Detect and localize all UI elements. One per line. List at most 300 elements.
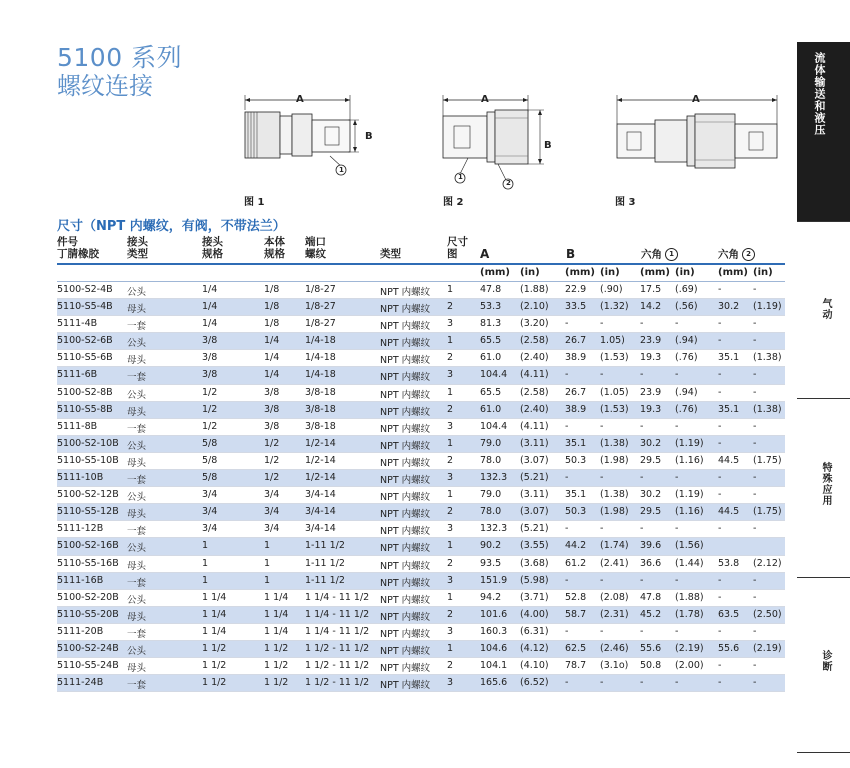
cell-port-thread: 1/2-14 [305, 454, 336, 466]
cell-port-thread: 3/4-14 [305, 506, 336, 518]
cell-a-mm: 78.0 [480, 454, 502, 466]
cell-b-mm: 58.7 [565, 608, 587, 620]
cell-joint-type: 母头 [127, 457, 147, 469]
cell-hex2-mm: - [718, 472, 722, 484]
figure-2-callout-2: 2 [506, 179, 511, 187]
col-header-joint-type-line1: 接头 [127, 236, 148, 248]
cell-a-in: (3.68) [520, 557, 549, 569]
cell-hex2-mm: - [718, 335, 722, 347]
cell-joint-type: 一套 [127, 372, 147, 384]
cell-b-mm: 44.2 [565, 540, 587, 552]
cell-b-mm: 52.8 [565, 591, 587, 603]
cell-hex1-in: (2.19) [675, 642, 704, 654]
cell-a-mm: 93.5 [480, 557, 502, 569]
cell-figure: 2 [447, 352, 454, 364]
cell-joint-type: 母头 [127, 509, 147, 521]
cell-port-thread: 1-11 1/2 [305, 557, 345, 569]
cell-joint-size: 3/4 [202, 506, 218, 518]
cell-b-in: (2.08) [600, 591, 629, 603]
cell-type: NPT 内螺纹 [380, 680, 431, 692]
table-row [57, 658, 785, 675]
cell-figure: 3 [447, 574, 454, 586]
cell-part-no: 5111-10B [57, 472, 104, 484]
cell-body-size: 3/8 [264, 420, 280, 432]
cell-port-thread: 1 1/4 - 11 1/2 [305, 608, 370, 620]
cell-joint-type: 一套 [127, 628, 147, 640]
cell-hex2-in: - [753, 677, 757, 689]
page-title: 5100 系列 [57, 43, 183, 72]
cell-type: NPT 内螺纹 [380, 287, 431, 298]
unit-b-in: (in) [600, 267, 620, 278]
cell-a-in: (2.40) [520, 352, 549, 364]
cell-hex2-in: - [753, 591, 757, 603]
cell-joint-size: 3/8 [202, 335, 218, 347]
cell-part-no: 5100-S2-24B [57, 642, 119, 654]
cell-b-mm: 50.3 [565, 454, 587, 466]
table-row [57, 436, 785, 453]
cell-joint-size: 5/8 [202, 437, 218, 449]
cell-a-mm: 104.4 [480, 369, 508, 381]
cell-a-in: (3.11) [520, 489, 549, 501]
cell-figure: 2 [447, 454, 454, 466]
cell-joint-size: 1 1/2 [202, 677, 227, 689]
cell-port-thread: 3/8-18 [305, 386, 336, 398]
page-subtitle: 螺纹连接 [57, 72, 153, 100]
cell-hex2-mm: 55.6 [718, 642, 740, 654]
cell-port-thread: 1/8-27 [305, 284, 336, 295]
cell-b-mm: 22.9 [565, 284, 587, 295]
cell-b-mm: 38.9 [565, 403, 587, 415]
cell-joint-type: 公头 [127, 440, 147, 452]
cell-type: NPT 内螺纹 [380, 628, 431, 640]
sidebar-item-diagnostics[interactable]: 诊断 [820, 650, 831, 672]
cell-hex1-in: - [675, 574, 679, 586]
table-row [57, 316, 785, 333]
cell-b-in: (1.53) [600, 352, 629, 364]
cell-a-mm: 61.0 [480, 403, 502, 415]
cell-figure: 1 [447, 284, 454, 295]
cell-hex2-mm: - [718, 489, 722, 501]
unit-hex1-mm: (mm) [640, 267, 670, 278]
cell-hex2-mm: - [718, 318, 722, 330]
col-header-joint-size [202, 236, 223, 260]
cell-hex2-in: - [753, 369, 757, 381]
cell-part-no: 5111-20B [57, 625, 104, 637]
cell-joint-size: 1 [202, 540, 209, 552]
cell-port-thread: 3/4-14 [305, 523, 336, 535]
cell-hex2-in: (1.19) [753, 301, 782, 313]
unit-hex1-in: (in) [675, 267, 695, 278]
cell-hex1-mm: - [640, 318, 644, 330]
cell-a-mm: 61.0 [480, 352, 502, 364]
cell-hex1-mm: 23.9 [640, 386, 662, 398]
cell-type: NPT 内螺纹 [380, 594, 431, 606]
sidebar-divider [797, 221, 850, 222]
cell-joint-type: 母头 [127, 560, 147, 572]
cell-figure: 3 [447, 420, 454, 432]
cell-type: NPT 内螺纹 [380, 663, 431, 675]
cell-hex2-mm: - [718, 420, 722, 432]
cell-joint-size: 1 1/2 [202, 660, 227, 672]
figure-2-dim-a: A [481, 94, 489, 105]
cell-hex2-mm: - [718, 437, 722, 449]
cell-a-mm: 104.4 [480, 420, 508, 432]
cell-joint-size: 1 [202, 557, 209, 569]
cell-figure: 3 [447, 677, 454, 689]
cell-joint-size: 5/8 [202, 472, 218, 484]
table-row [57, 504, 785, 521]
col-header-body-size [264, 236, 285, 260]
cell-body-size: 1/4 [264, 369, 280, 381]
cell-part-no: 5110-S5-6B [57, 352, 113, 364]
cell-hex1-mm: - [640, 523, 644, 535]
cell-a-mm: 132.3 [480, 523, 508, 535]
cell-hex1-in: - [675, 625, 679, 637]
cell-b-in: - [600, 677, 604, 689]
cell-b-mm: 35.1 [565, 437, 587, 449]
cell-figure: 1 [447, 540, 454, 552]
cell-body-size: 3/4 [264, 523, 280, 535]
cell-part-no: 5100-S2-20B [57, 591, 119, 603]
cell-body-size: 1 1/4 [264, 591, 289, 603]
figure-1-drawing [235, 90, 380, 185]
cell-b-in: (1.98) [600, 454, 629, 466]
cell-figure: 2 [447, 403, 454, 415]
cell-hex2-in: (2.19) [753, 642, 782, 654]
cell-port-thread: 1-11 1/2 [305, 540, 345, 552]
cell-hex2-in: - [753, 660, 757, 672]
cell-hex2-mm: - [718, 677, 722, 689]
cell-hex1-in: (1.78) [675, 608, 704, 620]
cell-a-mm: 79.0 [480, 489, 502, 501]
cell-b-mm: 35.1 [565, 489, 587, 501]
cell-a-in: (1.88) [520, 284, 549, 295]
cell-b-in: 1.05) [600, 335, 625, 347]
cell-b-mm: - [565, 523, 569, 535]
cell-a-mm: 94.2 [480, 591, 502, 603]
cell-figure: 2 [447, 557, 454, 569]
cell-hex2-in: (1.38) [753, 352, 782, 364]
sidebar-divider [797, 752, 850, 753]
cell-hex2-mm: - [718, 574, 722, 586]
cell-hex1-mm: 23.9 [640, 335, 662, 347]
cell-b-mm: 50.3 [565, 506, 587, 518]
cell-hex2-in: (2.12) [753, 557, 782, 569]
cell-port-thread: 1/4-18 [305, 335, 336, 347]
cell-body-size: 1 1/2 [264, 642, 289, 654]
cell-b-in: (1.38) [600, 489, 629, 501]
col-header-hex1-label: 六角 [641, 248, 662, 261]
cell-port-thread: 1 1/2 - 11 1/2 [305, 660, 370, 672]
cell-joint-type: 一套 [127, 577, 147, 589]
cell-a-in: (2.58) [520, 335, 549, 347]
cell-part-no: 5110-S5-8B [57, 403, 113, 415]
cell-a-mm: 47.8 [480, 284, 502, 295]
cell-b-mm: 33.5 [565, 301, 587, 313]
cell-b-in: (.90) [600, 284, 623, 295]
cell-hex1-mm: - [640, 369, 644, 381]
cell-a-mm: 160.3 [480, 625, 508, 637]
cell-hex1-mm: 36.6 [640, 557, 662, 569]
cell-hex2-mm: 35.1 [718, 352, 740, 364]
figure-1-dim-a: A [296, 94, 304, 105]
cell-b-in: (1.74) [600, 540, 629, 552]
circled-number-icon: 1 [665, 248, 678, 261]
cell-hex1-mm: 39.6 [640, 540, 662, 552]
cell-hex2-in: - [753, 386, 757, 398]
sidebar-active-label: 流体输送和液压 [813, 52, 826, 136]
col-header-body-size-line2: 规格 [264, 248, 285, 260]
cell-part-no: 5111-4B [57, 318, 98, 330]
cell-joint-size: 1/2 [202, 386, 218, 398]
cell-a-mm: 53.3 [480, 301, 502, 313]
cell-joint-type: 母头 [127, 611, 147, 623]
cell-port-thread: 1/2-14 [305, 437, 336, 449]
table-row [57, 470, 785, 487]
cell-b-mm: 38.9 [565, 352, 587, 364]
cell-hex1-mm: 17.5 [640, 284, 662, 295]
cell-hex1-in: - [675, 677, 679, 689]
cell-hex2-mm: 44.5 [718, 454, 740, 466]
cell-a-in: (2.58) [520, 386, 549, 398]
cell-joint-type: 一套 [127, 475, 147, 487]
cell-b-mm: - [565, 318, 569, 330]
cell-type: NPT 内螺纹 [380, 543, 431, 555]
cell-port-thread: 1/2-14 [305, 472, 336, 484]
table-row [57, 385, 785, 402]
cell-joint-size: 5/8 [202, 454, 218, 466]
cell-joint-type: 一套 [127, 321, 147, 333]
cell-joint-type: 母头 [127, 406, 147, 418]
cell-port-thread: 1/8-27 [305, 301, 336, 313]
cell-a-in: (3.07) [520, 454, 549, 466]
cell-joint-size: 1 1/4 [202, 591, 227, 603]
table-row [57, 282, 785, 299]
table-row [57, 556, 785, 573]
cell-body-size: 3/4 [264, 506, 280, 518]
cell-b-mm: - [565, 677, 569, 689]
cell-body-size: 1 1/2 [264, 660, 289, 672]
cell-port-thread: 1/4-18 [305, 352, 336, 364]
cell-figure: 1 [447, 489, 454, 501]
cell-type: NPT 内螺纹 [380, 560, 431, 572]
cell-joint-type: 一套 [127, 680, 147, 692]
cell-b-mm: 78.7 [565, 660, 587, 672]
cell-hex1-in: - [675, 420, 679, 432]
cell-part-no: 5100-S2-12B [57, 489, 119, 501]
cell-b-in: (1.38) [600, 437, 629, 449]
cell-b-in: - [600, 420, 604, 432]
cell-body-size: 1 1/4 [264, 608, 289, 620]
cell-joint-type: 一套 [127, 526, 147, 538]
sidebar-item-special[interactable]: 特殊应用 [820, 462, 831, 506]
cell-b-in: (3.1o) [600, 660, 629, 672]
cell-hex2-mm: - [718, 284, 722, 295]
figure-2-dim-b: B [544, 140, 552, 151]
cell-joint-type: 公头 [127, 389, 147, 401]
cell-b-in: - [600, 625, 604, 637]
col-header-port-thread-line2: 螺纹 [305, 248, 326, 260]
cell-hex2-mm: 30.2 [718, 301, 740, 313]
cell-body-size: 1/4 [264, 335, 280, 347]
cell-figure: 1 [447, 591, 454, 603]
cell-hex2-mm: - [718, 369, 722, 381]
cell-hex2-mm: - [718, 625, 722, 637]
table-row [57, 675, 785, 692]
cell-a-in: (4.12) [520, 642, 549, 654]
cell-part-no: 5110-S5-16B [57, 557, 119, 569]
cell-a-in: (3.11) [520, 437, 549, 449]
cell-b-in: (2.46) [600, 642, 629, 654]
cell-a-in: (3.07) [520, 506, 549, 518]
col-header-joint-type-line2: 类型 [127, 248, 148, 260]
cell-hex1-mm: 55.6 [640, 642, 662, 654]
col-header-hex1 [641, 248, 678, 261]
cell-joint-size: 3/4 [202, 489, 218, 501]
cell-hex1-in: (1.16) [675, 506, 704, 518]
cell-hex1-mm: 14.2 [640, 301, 662, 313]
cell-part-no: 5110-S5-12B [57, 506, 119, 518]
unit-row [57, 265, 785, 281]
cell-joint-type: 公头 [127, 492, 147, 504]
cell-b-mm: - [565, 574, 569, 586]
cell-hex2-mm: 53.8 [718, 557, 740, 569]
cell-hex1-mm: 30.2 [640, 437, 662, 449]
cell-b-mm: 61.2 [565, 557, 587, 569]
cell-type: NPT 内螺纹 [380, 440, 431, 452]
table-row [57, 333, 785, 350]
cell-b-mm: - [565, 369, 569, 381]
cell-figure: 1 [447, 386, 454, 398]
col-header-joint-type [127, 236, 148, 260]
cell-part-no: 5111-24B [57, 677, 104, 689]
cell-figure: 3 [447, 318, 454, 330]
cell-figure: 1 [447, 335, 454, 347]
cell-part-no: 5111-8B [57, 420, 98, 432]
cell-a-in: (6.52) [520, 677, 549, 689]
cell-b-in: (2.41) [600, 557, 629, 569]
cell-hex1-mm: 47.8 [640, 591, 662, 603]
cell-hex1-in: (.94) [675, 335, 698, 347]
cell-part-no: 5110-S5-20B [57, 608, 119, 620]
col-header-part-no [57, 236, 99, 260]
table-row [57, 641, 785, 658]
table-row [57, 299, 785, 316]
col-header-part-no-line1: 件号 [57, 236, 78, 248]
cell-figure: 3 [447, 472, 454, 484]
cell-hex1-in: - [675, 369, 679, 381]
cell-hex1-in: - [675, 523, 679, 535]
cell-a-in: (3.55) [520, 540, 549, 552]
cell-body-size: 1 [264, 540, 271, 552]
cell-hex2-mm: - [718, 660, 722, 672]
figure-2-caption: 图 2 [443, 197, 464, 208]
cell-hex2-in: - [753, 574, 757, 586]
cell-a-in: (6.31) [520, 625, 549, 637]
cell-b-in: - [600, 574, 604, 586]
cell-hex2-in: (2.50) [753, 608, 782, 620]
cell-hex2-in: - [753, 284, 757, 295]
cell-figure: 1 [447, 437, 454, 449]
cell-hex2-in: - [753, 489, 757, 501]
cell-part-no: 5111-12B [57, 523, 104, 535]
cell-b-mm: 26.7 [565, 335, 587, 347]
unit-hex2-mm: (mm) [718, 267, 748, 278]
cell-a-mm: 78.0 [480, 506, 502, 518]
cell-figure: 2 [447, 506, 454, 518]
cell-type: NPT 内螺纹 [380, 423, 431, 435]
cell-port-thread: 3/8-18 [305, 403, 336, 415]
cell-b-in: - [600, 523, 604, 535]
table-row [57, 419, 785, 436]
col-header-joint-size-line2: 规格 [202, 248, 223, 260]
cell-type: NPT 内螺纹 [380, 406, 431, 418]
sidebar-item-pneumatic[interactable]: 气动 [820, 298, 831, 320]
cell-hex1-mm: - [640, 472, 644, 484]
cell-a-mm: 132.3 [480, 472, 508, 484]
cell-b-mm: 26.7 [565, 386, 587, 398]
cell-port-thread: 1/4-18 [305, 369, 336, 381]
figure-1-dim-b: B [365, 131, 373, 142]
cell-body-size: 3/8 [264, 403, 280, 415]
cell-type: NPT 内螺纹 [380, 611, 431, 623]
figure-3-dim-a: A [692, 94, 700, 105]
unit-a-in: (in) [520, 267, 540, 278]
cell-joint-type: 公头 [127, 543, 147, 555]
cell-type: NPT 内螺纹 [380, 577, 431, 589]
col-header-type: 类型 [380, 248, 401, 260]
cell-b-mm: - [565, 625, 569, 637]
cell-b-mm: - [565, 472, 569, 484]
cell-b-in: (1.32) [600, 301, 629, 313]
unit-hex2-in: (in) [753, 267, 773, 278]
table-row [57, 367, 785, 384]
cell-hex2-mm: - [718, 591, 722, 603]
cell-body-size: 1 [264, 574, 271, 586]
cell-part-no: 5111-6B [57, 369, 98, 381]
cell-b-in: (1.53) [600, 403, 629, 415]
cell-joint-size: 3/4 [202, 523, 218, 535]
cell-hex1-mm: 19.3 [640, 403, 662, 415]
cell-part-no: 5110-S5-10B [57, 454, 119, 466]
sidebar-tab-active[interactable] [797, 42, 850, 221]
cell-joint-size: 1/4 [202, 284, 218, 295]
cell-type: NPT 内螺纹 [380, 457, 431, 469]
cell-hex2-in: (1.75) [753, 454, 782, 466]
cell-hex1-mm: 50.8 [640, 660, 662, 672]
cell-port-thread: 3/4-14 [305, 489, 336, 501]
cell-joint-type: 公头 [127, 338, 147, 350]
cell-hex1-in: (.69) [675, 284, 698, 295]
cell-joint-size: 1 1/4 [202, 625, 227, 637]
dimensions-table-body [57, 282, 785, 692]
cell-hex1-mm: - [640, 625, 644, 637]
figure-2-drawing [438, 90, 558, 200]
cell-hex2-mm: - [718, 523, 722, 535]
table-row [57, 521, 785, 538]
cell-figure: 2 [447, 608, 454, 620]
cell-a-in: (2.10) [520, 301, 549, 313]
cell-type: NPT 内螺纹 [380, 321, 431, 333]
table-row [57, 487, 785, 504]
cell-joint-size: 1/4 [202, 301, 218, 313]
cell-a-in: (2.40) [520, 403, 549, 415]
table-row [57, 590, 785, 607]
cell-hex1-in: (1.56) [675, 540, 704, 552]
cell-body-size: 3/4 [264, 489, 280, 501]
cell-part-no: 5111-16B [57, 574, 104, 586]
cell-type: NPT 内螺纹 [380, 304, 431, 316]
